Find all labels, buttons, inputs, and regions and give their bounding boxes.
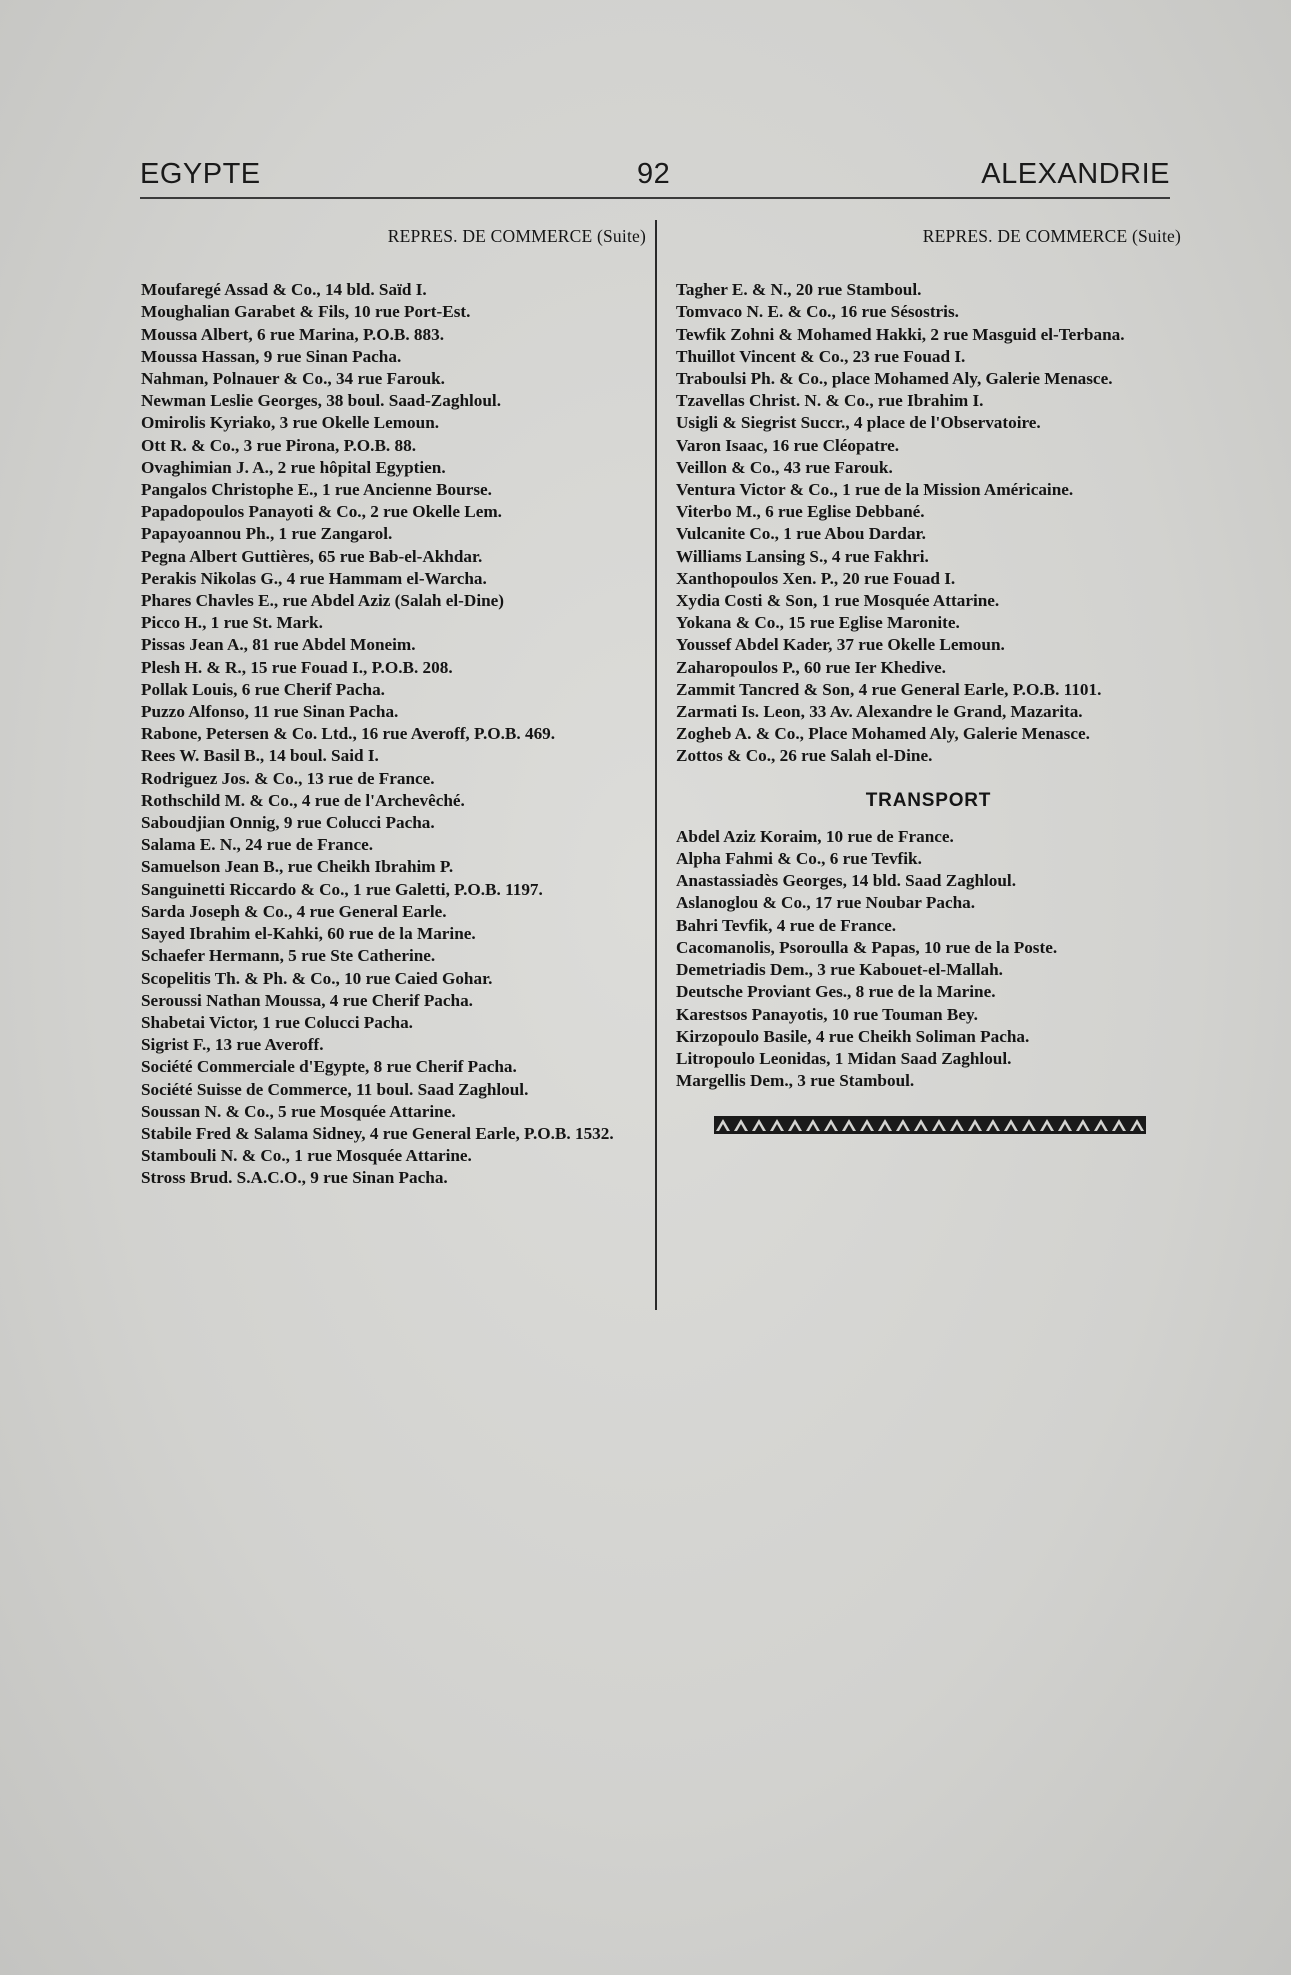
header-country: EGYPTE [140, 158, 261, 190]
directory-entry: Thuillot Vincent & Co., 23 rue Fouad I. [676, 346, 966, 366]
directory-entry: Deutsche Proviant Ges., 8 rue de la Marine. [676, 982, 996, 1002]
directory-entry: Aslanoglou & Co., 17 rue Noubar Pacha. [676, 893, 976, 913]
directory-entry: Rees W. Basil B., 14 boul. Said I. [141, 746, 379, 766]
directory-entry: Zarmati Is. Leon, 33 Av. Alexandre le Grand, Mazarita. [676, 702, 1083, 722]
directory-entry: Saboudjian Onnig, 9 rue Colucci Pacha. [141, 813, 435, 833]
directory-entry: Newman Leslie Georges, 38 boul. Saad-Zaghloul. [141, 391, 502, 411]
directory-entry: Abdel Aziz Koraim, 10 rue de France. [676, 826, 954, 846]
directory-entry: Société Commerciale d'Egypte, 8 rue Cherif Pacha. [141, 1057, 517, 1077]
directory-entry: Rothschild M. & Co., 4 rue de l'Archevêché. [141, 790, 465, 810]
transport-entry-list [676, 826, 1181, 1092]
directory-entry: Sayed Ibrahim el-Kahki, 60 rue de la Marine. [141, 924, 476, 944]
directory-entry: Moussa Hassan, 9 rue Sinan Pacha. [141, 346, 402, 366]
directory-entry: Soussan N. & Co., 5 rue Mosquée Attarine. [141, 1101, 456, 1121]
header-city: ALEXANDRIE [981, 158, 1170, 190]
directory-entry: Moufaregé Assad & Co., 14 bld. Saïd I. [141, 280, 427, 300]
directory-entry: Yokana & Co., 15 rue Eglise Maronite. [676, 613, 960, 633]
running-head [140, 158, 1170, 198]
directory-entry: Tomvaco N. E. & Co., 16 rue Sésostris. [676, 302, 959, 322]
directory-entry: Perakis Nikolas G., 4 rue Hammam el-Warcha. [141, 568, 487, 588]
directory-entry: Seroussi Nathan Moussa, 4 rue Cherif Pacha. [141, 990, 473, 1010]
directory-entry: Williams Lansing S., 4 rue Fakhri. [676, 546, 929, 566]
directory-entry: Cacomanolis, Psoroulla & Papas, 10 rue de la Poste. [676, 937, 1058, 957]
directory-entry: Margellis Dem., 3 rue Stamboul. [676, 1071, 915, 1091]
directory-entry: Stambouli N. & Co., 1 rue Mosquée Attarine. [141, 1146, 472, 1166]
section-title: REPRES. DE COMMERCE (Suite) [922, 226, 1181, 246]
column-divider [655, 220, 657, 1310]
directory-entry: Zaharopoulos P., 60 rue Ier Khedive. [676, 657, 946, 677]
directory-entry: Alpha Fahmi & Co., 6 rue Tevfik. [676, 849, 922, 869]
directory-entry: Nahman, Polnauer & Co., 34 rue Farouk. [141, 369, 445, 389]
directory-entry: Scopelitis Th. & Ph. & Co., 10 rue Caied Gohar. [141, 968, 493, 988]
directory-entry: Moussa Albert, 6 rue Marina, P.O.B. 883. [141, 324, 445, 344]
page-number: 92 [637, 158, 671, 190]
ornament-icon [714, 1116, 1146, 1134]
directory-entry: Société Suisse de Commerce, 11 boul. Saad Zaghloul. [141, 1079, 529, 1099]
directory-entry: Xanthopoulos Xen. P., 20 rue Fouad I. [676, 568, 956, 588]
directory-entry: Papayoannou Ph., 1 rue Zangarol. [141, 524, 393, 544]
directory-entry: Veillon & Co., 43 rue Farouk. [676, 457, 893, 477]
directory-entry: Traboulsi Ph. & Co., place Mohamed Aly, Galerie Menasce. [676, 369, 1113, 389]
directory-entry: Viterbo M., 6 rue Eglise Debbané. [676, 502, 925, 522]
directory-entry: Varon Isaac, 16 rue Cléopatre. [676, 435, 900, 455]
directory-entry: Papadopoulos Panayoti & Co., 2 rue Okelle Lem. [141, 502, 502, 522]
directory-entry: Vulcanite Co., 1 rue Abou Dardar. [676, 524, 926, 544]
directory-entry: Zottos & Co., 26 rue Salah el-Dine. [676, 746, 933, 766]
directory-entry: Kirzopoulo Basile, 4 rue Cheikh Soliman Pacha. [676, 1026, 1030, 1046]
directory-entry: Sigrist F., 13 rue Averoff. [141, 1035, 324, 1055]
directory-entry: Litropoulo Leonidas, 1 Midan Saad Zaghloul. [676, 1048, 1012, 1068]
directory-entry: Tzavellas Christ. N. & Co., rue Ibrahim I. [676, 391, 984, 411]
directory-entry: Stabile Fred & Salama Sidney, 4 rue General Earle, P.O.B. 1532. [141, 1123, 614, 1143]
directory-entry: Samuelson Jean B., rue Cheikh Ibrahim P. [141, 857, 454, 877]
directory-entry: Sanguinetti Riccardo & Co., 1 rue Galetti, P.O.B. 1197. [141, 879, 543, 899]
directory-entry: Stross Brud. S.A.C.O., 9 rue Sinan Pacha. [141, 1168, 448, 1188]
transport-heading: TRANSPORT [865, 789, 992, 811]
directory-entry: Youssef Abdel Kader, 37 rue Okelle Lemoun. [676, 635, 1005, 655]
directory-entry: Zammit Tancred & Son, 4 rue General Earle, P.O.B. 1101. [676, 679, 1102, 699]
ornament-divider [714, 1116, 1146, 1134]
directory-entry: Ventura Victor & Co., 1 rue de la Mission Américaine. [676, 480, 1074, 500]
directory-entry: Anastassiadès Georges, 14 bld. Saad Zaghloul. [676, 871, 1016, 891]
right-column [676, 225, 1181, 1134]
directory-entry: Ovaghimian J. A., 2 rue hôpital Egyptien. [141, 457, 446, 477]
directory-entry: Pissas Jean A., 81 rue Abdel Moneim. [141, 635, 416, 655]
directory-entry: Pangalos Christophe E., 1 rue Ancienne Bourse. [141, 480, 492, 500]
directory-entry: Pollak Louis, 6 rue Cherif Pacha. [141, 679, 385, 699]
header-rule [140, 197, 1170, 199]
directory-entry: Salama E. N., 24 rue de France. [141, 835, 374, 855]
directory-entry: Tewfik Zohni & Mohamed Hakki, 2 rue Masguid el-Terbana. [676, 324, 1125, 344]
left-column [141, 225, 646, 1190]
directory-entry: Sarda Joseph & Co., 4 rue General Earle. [141, 901, 447, 921]
directory-entry: Tagher E. & N., 20 rue Stamboul. [676, 280, 922, 300]
directory-entry: Puzzo Alfonso, 11 rue Sinan Pacha. [141, 702, 399, 722]
section-title: REPRES. DE COMMERCE (Suite) [387, 226, 646, 246]
directory-entry: Schaefer Hermann, 5 rue Ste Catherine. [141, 946, 436, 966]
directory-entry: Rabone, Petersen & Co. Ltd., 16 rue Averoff, P.O.B. 469. [141, 724, 556, 744]
entry-list [676, 279, 1181, 767]
directory-entry: Shabetai Victor, 1 rue Colucci Pacha. [141, 1012, 413, 1032]
directory-entry: Moughalian Garabet & Fils, 10 rue Port-Est. [141, 302, 471, 322]
entry-list [141, 279, 646, 1189]
directory-entry: Omirolis Kyriako, 3 rue Okelle Lemoun. [141, 413, 440, 433]
directory-entry: Usigli & Siegrist Succr., 4 place de l'Observatoire. [676, 413, 1041, 433]
directory-entry: Phares Chavles E., rue Abdel Aziz (Salah el-Dine) [141, 591, 505, 611]
directory-entry: Pegna Albert Guttières, 65 rue Bab-el-Akhdar. [141, 546, 483, 566]
directory-entry: Rodriguez Jos. & Co., 13 rue de France. [141, 768, 435, 788]
directory-entry: Xydia Costi & Son, 1 rue Mosquée Attarine. [676, 591, 1000, 611]
directory-entry: Karestsos Panayotis, 10 rue Touman Bey. [676, 1004, 978, 1024]
directory-entry: Ott R. & Co., 3 rue Pirona, P.O.B. 88. [141, 435, 416, 455]
directory-entry: Demetriadis Dem., 3 rue Kabouet-el-Mallah. [676, 960, 1003, 980]
directory-entry: Bahri Tevfik, 4 rue de France. [676, 915, 897, 935]
directory-entry: Picco H., 1 rue St. Mark. [141, 613, 323, 633]
directory-entry: Zogheb A. & Co., Place Mohamed Aly, Galerie Menasce. [676, 724, 1090, 744]
directory-entry: Plesh H. & R., 15 rue Fouad I., P.O.B. 208. [141, 657, 453, 677]
